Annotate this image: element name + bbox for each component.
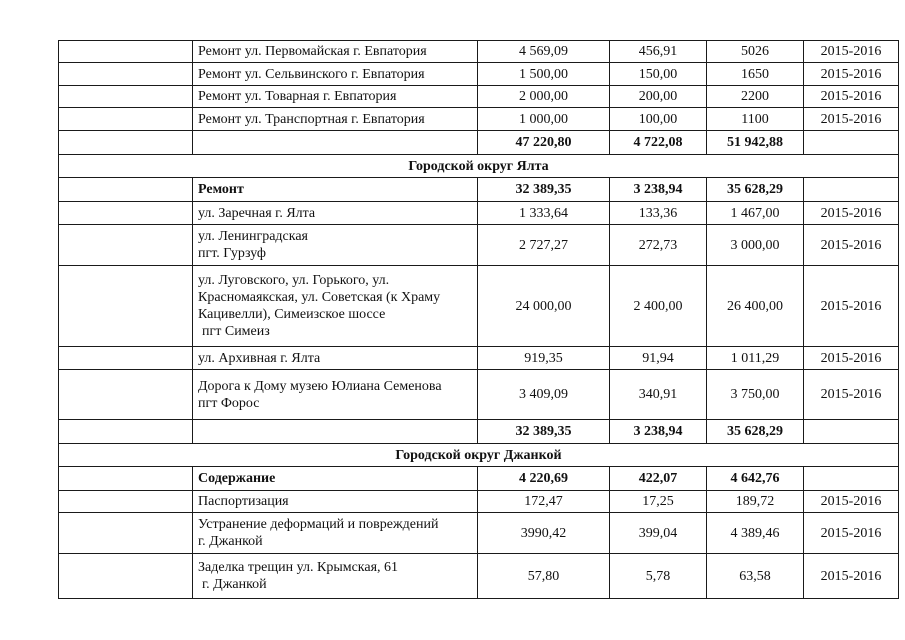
period: 2015-2016 (804, 347, 899, 370)
table-row (59, 225, 899, 266)
row-name (193, 266, 478, 347)
value-c: 4 389,46 (707, 513, 804, 554)
value-b: 340,91 (610, 370, 707, 420)
row-name-line: Устранение деформаций и повреждений (198, 517, 439, 532)
table-row (59, 86, 899, 108)
value-a: 1 333,64 (478, 202, 610, 225)
group-row (59, 467, 899, 491)
period: 2015-2016 (804, 63, 899, 86)
table-row (59, 202, 899, 225)
group-row (59, 178, 899, 202)
empty-cell (59, 86, 193, 108)
total-b: 3 238,94 (610, 420, 707, 444)
row-name-line: пгт. Гурзуф (198, 246, 266, 261)
table-row (59, 108, 899, 131)
value-b: 133,36 (610, 202, 707, 225)
period: 2015-2016 (804, 554, 899, 599)
value-b: 272,73 (610, 225, 707, 266)
value-a: 57,80 (478, 554, 610, 599)
row-name (193, 554, 478, 599)
table-row (59, 370, 899, 420)
empty-cell (193, 131, 478, 155)
group-c: 4 642,76 (707, 467, 804, 491)
period: 2015-2016 (804, 513, 899, 554)
value-c: 2200 (707, 86, 804, 108)
total-row (59, 420, 899, 444)
row-name-line: ул. Ленинградская (198, 229, 308, 244)
table-row (59, 266, 899, 347)
value-a: 2 000,00 (478, 86, 610, 108)
value-c: 1100 (707, 108, 804, 131)
row-name-line: Красномаякская, ул. Советская (к Храму (198, 290, 441, 305)
value-a: 24 000,00 (478, 266, 610, 347)
empty-cell (59, 202, 193, 225)
table-row (59, 513, 899, 554)
value-c: 1650 (707, 63, 804, 86)
empty-cell (59, 266, 193, 347)
row-name-line: г. Джанкой (198, 534, 263, 549)
table-row (59, 491, 899, 513)
total-b: 4 722,08 (610, 131, 707, 155)
budget-table (58, 40, 899, 599)
empty-cell (59, 370, 193, 420)
total-c: 35 628,29 (707, 420, 804, 444)
value-b: 200,00 (610, 86, 707, 108)
period: 2015-2016 (804, 41, 899, 63)
value-b: 150,00 (610, 63, 707, 86)
value-a: 2 727,27 (478, 225, 610, 266)
empty-cell (59, 108, 193, 131)
value-c: 26 400,00 (707, 266, 804, 347)
empty-cell (59, 131, 193, 155)
row-name: Ремонт ул. Товарная г. Евпатория (193, 86, 478, 108)
row-name-line: Кацивелли), Симеизское шоссе (198, 307, 386, 322)
empty-cell (804, 131, 899, 155)
period: 2015-2016 (804, 202, 899, 225)
period: 2015-2016 (804, 225, 899, 266)
empty-cell (59, 178, 193, 202)
empty-cell (59, 420, 193, 444)
row-name-line: Дорога к Дому музею Юлиана Семенова (198, 378, 442, 394)
row-name-line: пгт Форос (198, 395, 260, 411)
row-name-line: пгт Симеиз (202, 324, 270, 339)
empty-cell (59, 225, 193, 266)
group-a: 32 389,35 (478, 178, 610, 202)
period: 2015-2016 (804, 491, 899, 513)
row-name (193, 370, 478, 420)
empty-cell (59, 347, 193, 370)
empty-cell (59, 554, 193, 599)
value-a: 1 000,00 (478, 108, 610, 131)
empty-cell (193, 420, 478, 444)
row-name (193, 513, 478, 554)
empty-cell (59, 467, 193, 491)
value-c: 63,58 (707, 554, 804, 599)
value-b: 5,78 (610, 554, 707, 599)
period: 2015-2016 (804, 108, 899, 131)
period: 2015-2016 (804, 86, 899, 108)
row-name: Ремонт ул. Транспортная г. Евпатория (193, 108, 478, 131)
value-c: 189,72 (707, 491, 804, 513)
value-a: 1 500,00 (478, 63, 610, 86)
value-b: 17,25 (610, 491, 707, 513)
value-b: 456,91 (610, 41, 707, 63)
section-title-dzhankoy: Городской округ Джанкой (59, 444, 899, 467)
row-name (193, 225, 478, 266)
empty-cell (804, 467, 899, 491)
total-row (59, 131, 899, 155)
value-b: 2 400,00 (610, 266, 707, 347)
empty-cell (59, 491, 193, 513)
table-row (59, 41, 899, 63)
row-name-line: Заделка трещин ул. Крымская, 61 (198, 560, 399, 575)
value-a: 919,35 (478, 347, 610, 370)
value-a: 4 569,09 (478, 41, 610, 63)
value-b: 100,00 (610, 108, 707, 131)
group-c: 35 628,29 (707, 178, 804, 202)
value-c: 1 011,29 (707, 347, 804, 370)
table-row (59, 63, 899, 86)
row-name-line: ул. Луговского, ул. Горького, ул. (198, 273, 390, 288)
value-c: 3 000,00 (707, 225, 804, 266)
table-row (59, 554, 899, 599)
empty-cell (804, 420, 899, 444)
row-name: ул. Заречная г. Ялта (193, 202, 478, 225)
period: 2015-2016 (804, 370, 899, 420)
total-c: 51 942,88 (707, 131, 804, 155)
group-b: 3 238,94 (610, 178, 707, 202)
value-b: 91,94 (610, 347, 707, 370)
value-a: 3990,42 (478, 513, 610, 554)
empty-cell (59, 41, 193, 63)
empty-cell (59, 63, 193, 86)
total-a: 32 389,35 (478, 420, 610, 444)
row-name: Паспортизация (193, 491, 478, 513)
value-a: 3 409,09 (478, 370, 610, 420)
section-title-yalta: Городской округ Ялта (59, 155, 899, 178)
total-a: 47 220,80 (478, 131, 610, 155)
value-b: 399,04 (610, 513, 707, 554)
group-a: 4 220,69 (478, 467, 610, 491)
value-a: 172,47 (478, 491, 610, 513)
group-name: Ремонт (193, 178, 478, 202)
empty-cell (59, 513, 193, 554)
value-c: 5026 (707, 41, 804, 63)
section-header-row (59, 444, 899, 467)
row-name-line: г. Джанкой (202, 577, 267, 592)
row-name: Ремонт ул. Первомайская г. Евпатория (193, 41, 478, 63)
row-name: ул. Архивная г. Ялта (193, 347, 478, 370)
group-b: 422,07 (610, 467, 707, 491)
row-name: Ремонт ул. Сельвинского г. Евпатория (193, 63, 478, 86)
group-name: Содержание (193, 467, 478, 491)
value-c: 1 467,00 (707, 202, 804, 225)
period: 2015-2016 (804, 266, 899, 347)
section-header-row (59, 155, 899, 178)
empty-cell (804, 178, 899, 202)
value-c: 3 750,00 (707, 370, 804, 420)
table-row (59, 347, 899, 370)
